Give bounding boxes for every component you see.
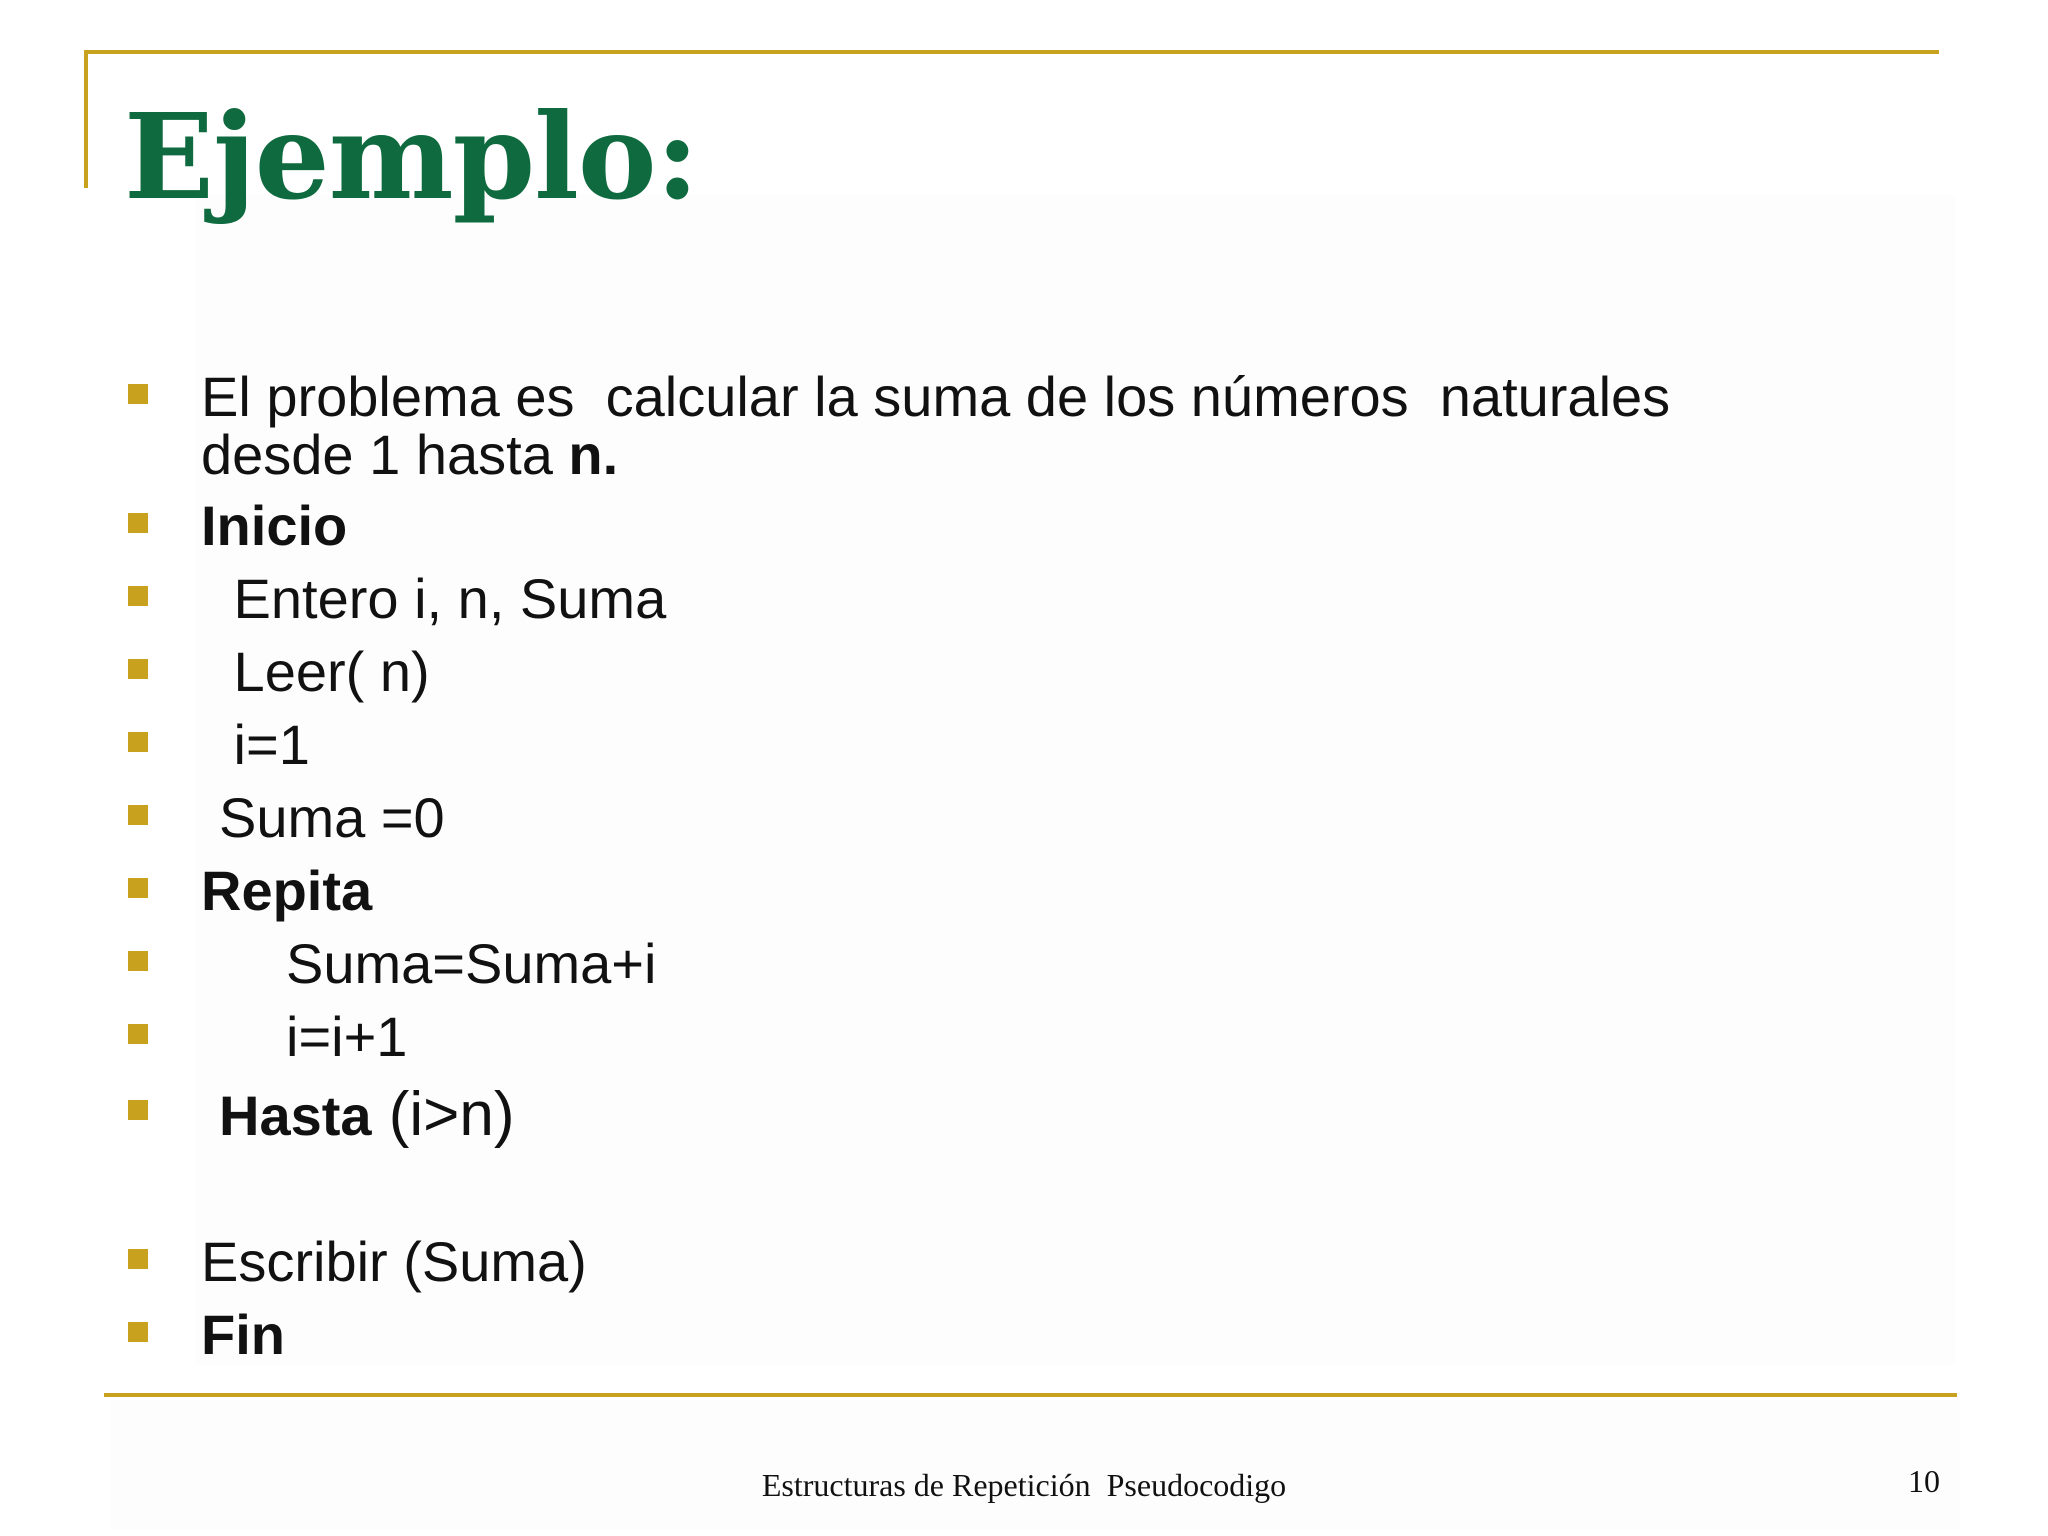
- bullet-square-icon: [128, 805, 148, 825]
- intro-line-2-prefix: desde 1 hasta: [201, 423, 569, 486]
- line-i-init: i=1: [218, 713, 310, 776]
- footer-title: Estructuras de Repetición Pseudocodigo: [761, 1467, 1287, 1503]
- bullet-square-icon: [128, 951, 148, 971]
- page-number: 10: [1908, 1463, 1940, 1499]
- intro-line-2-bold: n.: [568, 423, 619, 486]
- bullet-square-icon: [128, 1024, 148, 1044]
- bullet-square-icon: [128, 1100, 148, 1120]
- keyword-fin: Fin: [201, 1303, 285, 1366]
- bullet-square-icon: [128, 384, 148, 404]
- slide-title: Ejemplo:: [124, 87, 699, 226]
- keyword-hasta: Hasta: [219, 1084, 372, 1147]
- frame-left-rule: [84, 50, 88, 188]
- keyword-inicio: Inicio: [201, 494, 348, 557]
- line-i-update: i=i+1: [286, 1005, 408, 1068]
- hasta-condition: (i>n): [371, 1080, 515, 1149]
- bullet-square-icon: [128, 513, 148, 533]
- bullet-square-icon: [128, 878, 148, 898]
- footer-rule: [104, 1393, 1957, 1397]
- keyword-repita: Repita: [201, 859, 373, 922]
- line-suma-init: Suma =0: [219, 786, 445, 849]
- line-leer: Leer( n): [218, 640, 430, 703]
- line-suma-update: Suma=Suma+i: [286, 932, 657, 995]
- intro-line-1: El problema es calcular la suma de los números naturales: [201, 365, 1671, 428]
- frame-top-rule: [84, 50, 1939, 54]
- bullet-square-icon: [128, 1249, 148, 1269]
- intro-line-2: [201, 423, 619, 486]
- line-hasta: [219, 1080, 515, 1149]
- bullet-square-icon: [128, 732, 148, 752]
- bullet-square-icon: [128, 1322, 148, 1342]
- line-escribir: Escribir (Suma): [201, 1230, 587, 1293]
- line-entero: Entero i, n, Suma: [218, 567, 667, 630]
- bullet-square-icon: [128, 586, 148, 606]
- footer-background: [110, 1400, 1960, 1530]
- bullet-square-icon: [128, 659, 148, 679]
